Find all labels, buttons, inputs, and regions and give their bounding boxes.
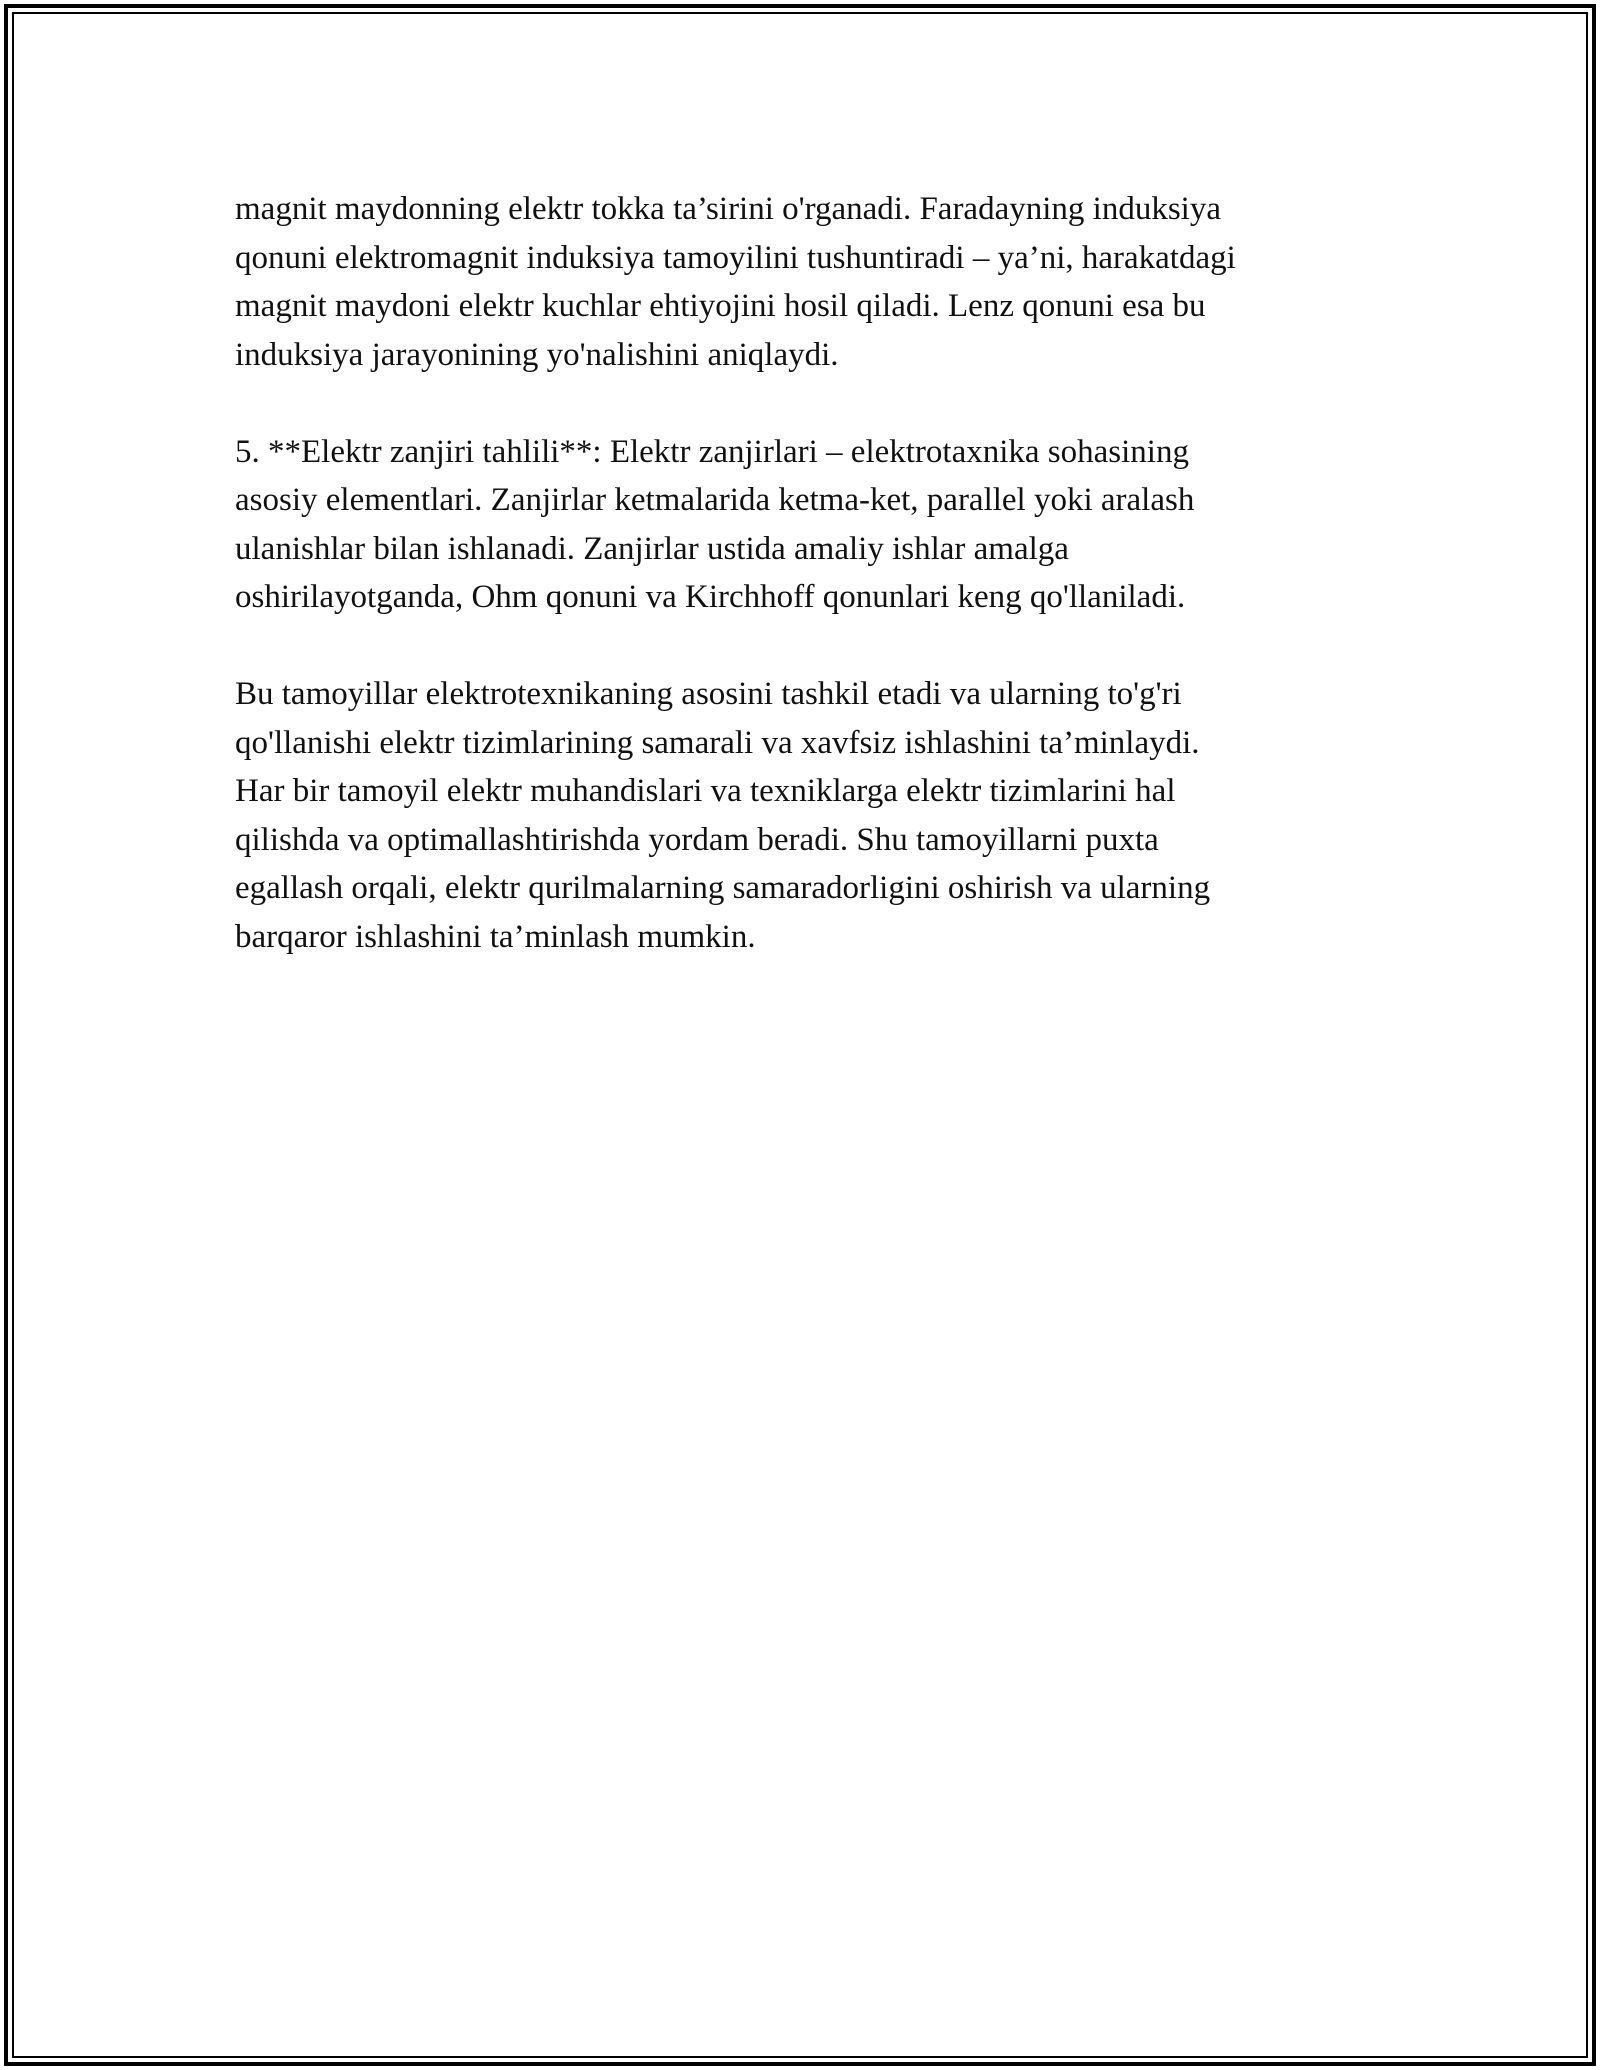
document-body: [235, 185, 1370, 1010]
paragraph-conclusion: Bu tamoyillar elektrotexnikaning asosini tashkil etadi va ularning to'g'ri qo'llanishi elektr tizimlarining samarali va xavfsiz ishlashini ta’minlaydi. Har bir tamoyil elektr muhandislari va texniklarga elektr tizimlarini hal qilishda va optimallashtirishda yordam beradi. Shu tamoyillarni puxta egallash orqali, elektr qurilmalarning samaradorligini oshirish va ularning barqaror ishlashini ta’minlash mumkin.: [235, 676, 1211, 955]
paragraph-induction: magnit maydonning elektr tokka ta’sirini o'rganadi. Faradayning induksiya qonuni elektromagnit induksiya tamoyilini tushuntiradi – ya’ni, harakatdagi magnit maydoni elektr kuchlar ehtiyojini hosil qiladi. Lenz qonuni esa bu induksiya jarayonining yo'nalishini aniqlaydi.: [235, 191, 1236, 373]
paragraph-circuit-analysis: 5. **Elektr zanjiri tahlili**: Elektr zanjirlari – elektrotaxnika sohasining asosiy elementlari. Zanjirlar ketmalarida ketma-ket, parallel yoki aralash ulanishlar bilan ishlanadi. Zanjirlar ustida amaliy ishlar amalga oshirilayotganda, Ohm qonuni va Kirchhoff qonunlari keng qo'llaniladi.: [235, 433, 1195, 615]
